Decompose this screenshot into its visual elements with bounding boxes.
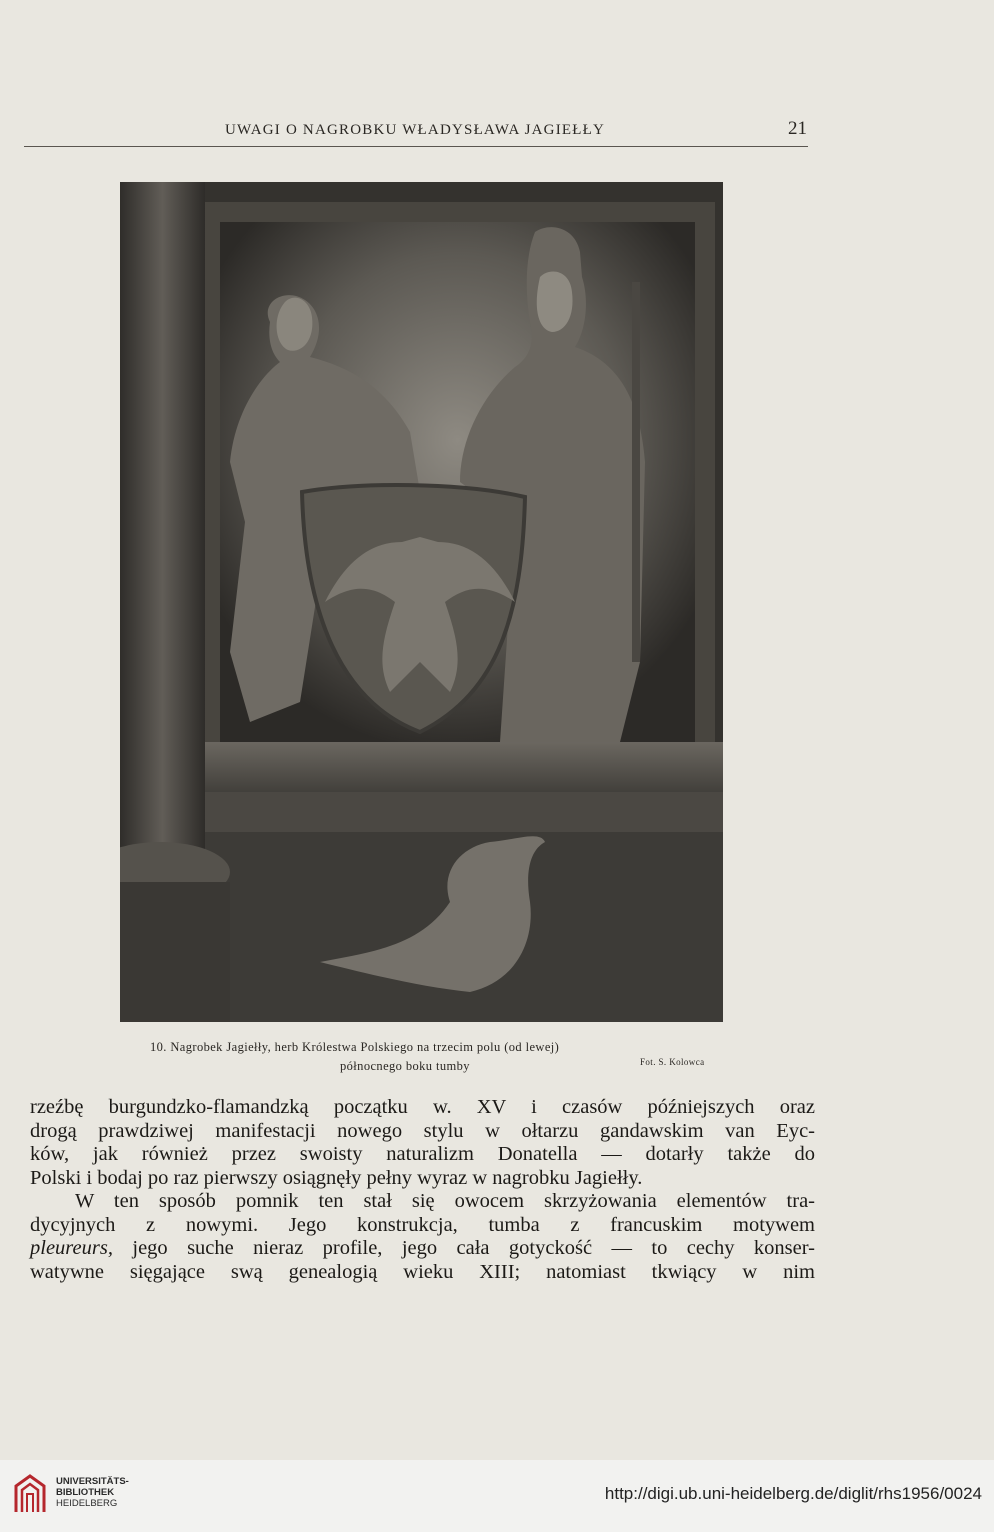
library-footer	[0, 1460, 994, 1532]
caption-line-2: północnego boku tumby	[340, 1059, 470, 1073]
text-line: dycyjnych z nowymi. Jego konstrukcja, tumba z francuskim motywem	[30, 1213, 815, 1236]
italic-term: pleureurs,	[30, 1237, 113, 1259]
text-line: watywne sięgające swą genealogią wieku XIII; natomiast tkwiący w nim	[30, 1260, 815, 1283]
university-library-logo-icon	[12, 1472, 50, 1516]
photo-credit: Fot. S. Kolowca	[640, 1057, 705, 1067]
text-line: Polski i bodaj po raz pierwszy osiągnęły pełny wyraz w nagrobku Jagiełły.	[30, 1166, 643, 1189]
caption-line-1: 10. Nagrobek Jagiełły, herb Królestwa Polskiego na trzecim polu (od lewej)	[150, 1040, 560, 1054]
running-title: UWAGI O NAGROBKU WŁADYSŁAWA JAGIEŁŁY	[225, 122, 606, 138]
text-line	[30, 1237, 815, 1261]
text-line: W ten sposób pomnik ten stał się owocem skrzyżowania elementów tra-	[75, 1190, 815, 1212]
relief-photo-illustration	[120, 182, 723, 1022]
library-line-1: UNIVERSITÄTS-	[56, 1476, 129, 1487]
text-line: rzeźbę burgundzko-flamandzką początku w. XV i czasów późniejszych oraz	[30, 1096, 815, 1118]
running-head	[0, 118, 994, 148]
header-rule	[24, 146, 808, 147]
text-line-rest: jego suche nieraz profile, jego cała gotyckość — to cechy konser-	[132, 1237, 816, 1259]
permalink-url[interactable]: http://digi.ub.uni-heidelberg.de/diglit/rhs1956/0024	[604, 1484, 982, 1503]
text-line: ków, jak również przez swoisty naturalizm Donatella — dotarły także do	[30, 1143, 815, 1165]
library-line-2: BIBLIOTHEK	[56, 1487, 115, 1498]
body-text	[30, 1096, 815, 1284]
library-line-3: HEIDELBERG	[56, 1498, 118, 1509]
text-line: drogą prawdziwej manifestacji nowego stylu w ołtarzu gandawskim van Eyc-	[30, 1119, 815, 1142]
page-number: 21	[788, 118, 807, 139]
library-name	[56, 1476, 129, 1509]
tomb-relief-photograph	[120, 182, 723, 1022]
